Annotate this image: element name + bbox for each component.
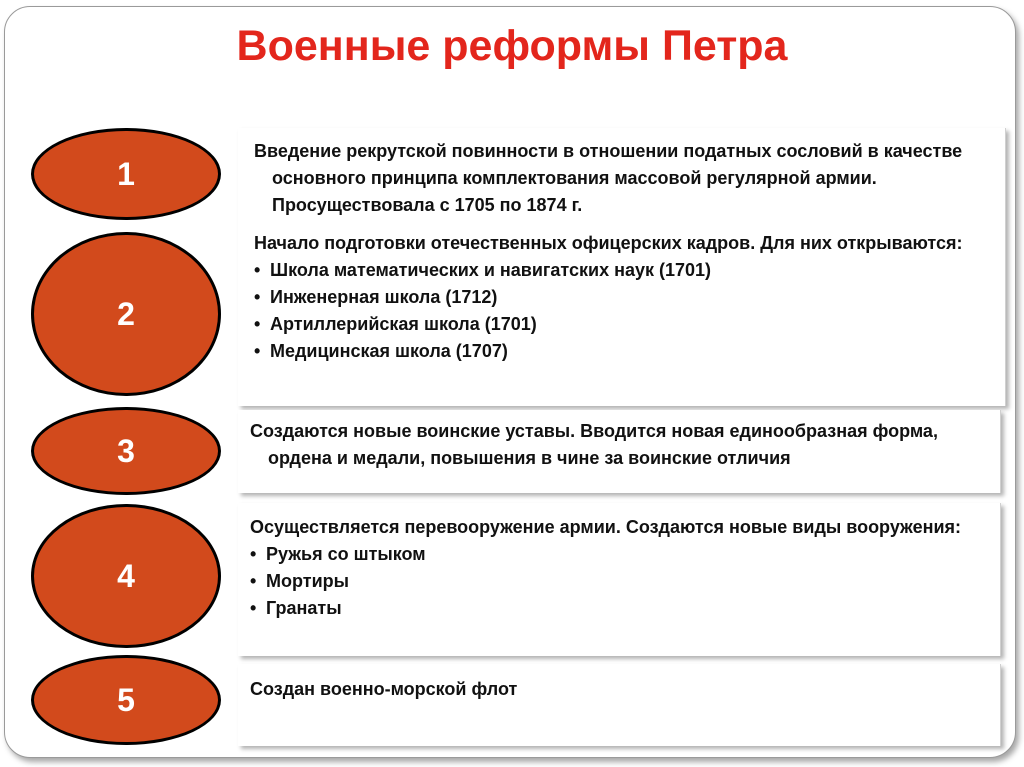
list-item: • Школа математических и навигатских наук (1701) bbox=[254, 260, 712, 280]
list-item: • Гранаты bbox=[250, 598, 342, 618]
list-item: • Инженерная школа (1712) bbox=[254, 287, 498, 307]
reform-number-badge: 1 bbox=[31, 128, 221, 220]
reform-1-text-block bbox=[254, 138, 984, 219]
reform-1-text: Введение рекрутской повинности в отношении податных сословий в качестве основного принципа комплектования массовой регулярной армии. Просуществовала с 1705 по 1874 г. bbox=[254, 141, 963, 215]
reform-4-text-block bbox=[250, 514, 990, 622]
reform-2-text: Начало подготовки отечественных офицерских кадров. Для них открываются: bbox=[254, 233, 963, 253]
list-item: • Ружья со штыком bbox=[250, 544, 426, 564]
reform-4-text: Осуществляется перевооружение армии. Создаются новые виды вооружения: bbox=[250, 517, 962, 537]
page-title: Военные реформы Петра bbox=[236, 22, 788, 70]
list-item: • Медицинская школа (1707) bbox=[254, 341, 508, 361]
reform-5-text-block bbox=[250, 676, 990, 703]
reform-number-badge: 2 bbox=[31, 232, 221, 396]
list-item: • Мортиры bbox=[250, 571, 349, 591]
reform-number-badge: 3 bbox=[31, 407, 221, 495]
reform-number-badge: 5 bbox=[31, 655, 221, 745]
reform-2-text-block bbox=[254, 230, 984, 365]
reform-3-text: Создаются новые воинские уставы. Вводится новая единообразная форма, ордена и медали, повышения в чине за воинские отличия bbox=[250, 421, 938, 468]
reform-number-badge: 4 bbox=[31, 504, 221, 648]
list-item: • Артиллерийская школа (1701) bbox=[254, 314, 537, 334]
reform-3-text-block bbox=[250, 418, 990, 472]
reform-5-text: Создан военно-морской флот bbox=[250, 679, 518, 699]
